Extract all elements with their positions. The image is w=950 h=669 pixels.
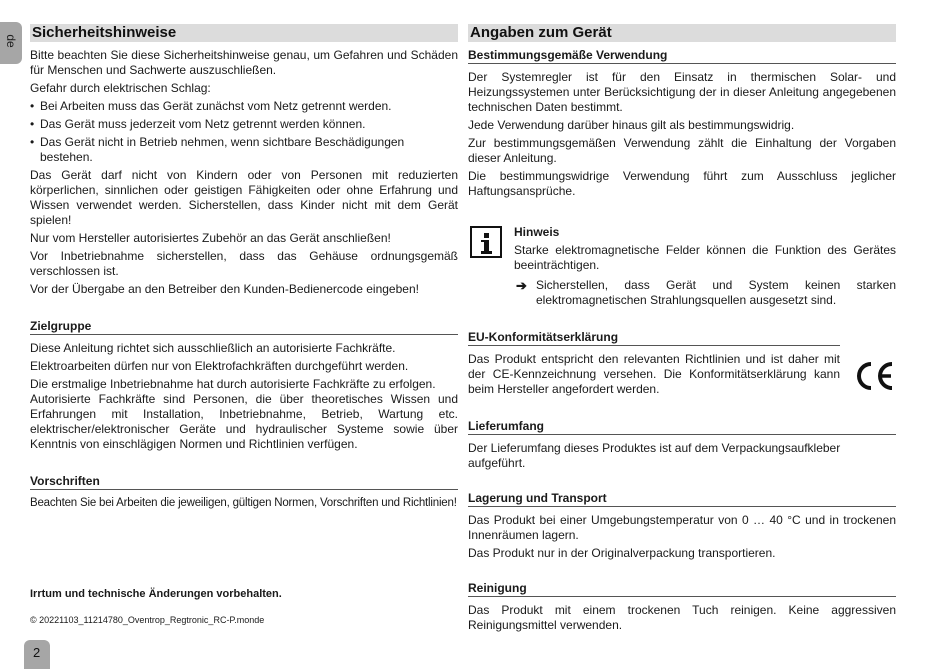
hinweis-box: [468, 225, 896, 308]
list-item: • Das Gerät muss jederzeit vom Netz getrennt werden können.: [30, 117, 458, 132]
safety-intro: Bitte beachten Sie diese Sicherheitshinweise genau, um Gefahren und Schäden für Menschen und Sachwerte auszuschließen.: [30, 48, 458, 77]
hinweis-text: Starke elektromagnetische Felder können die Funktion des Gerätes beeinträchtigen.: [514, 243, 896, 272]
subheading-lagerung: Lagerung und Transport: [468, 491, 896, 507]
subheading-vorschriften: Vorschriften: [30, 474, 458, 490]
safety-paragraph: Nur vom Hersteller autorisiertes Zubehör an das Gerät anschließen!: [30, 231, 391, 245]
safety-paragraph: Vor der Übergabe an den Betreiber den Kunden-Bedienercode eingeben!: [30, 282, 419, 296]
list-item: • Bei Arbeiten muss das Gerät zunächst vom Netz getrennt werden.: [30, 99, 458, 114]
reinigung-paragraph: Das Produkt mit einem trockenen Tuch reinigen. Keine aggressiven Reinigungsmittel verwenden.: [468, 603, 896, 632]
lagerung-paragraph: Das Produkt nur in der Originalverpackung transportieren.: [468, 546, 776, 560]
subheading-eu-konformitaet: EU-Konformitätserklärung: [468, 330, 840, 346]
lagerung-paragraph: Das Produkt bei einer Umgebungstemperatur von 0 … 40 °C und in trockenen Innenräumen lagern.: [468, 513, 896, 542]
section-title-sicherheitshinweise: Sicherheitshinweise: [30, 24, 458, 42]
disclaimer-note: Irrtum und technische Änderungen vorbehalten.: [30, 588, 282, 600]
hinweis-title: Hinweis: [514, 225, 560, 239]
language-tab-label: de: [4, 34, 18, 48]
hinweis-instruction-text: Sicherstellen, dass Gerät und System keinen starken elektromagnetischen Strahlungsquellen ausgesetzt sind.: [536, 278, 896, 307]
bestimmung-paragraph: Der Systemregler ist für den Einsatz in thermischen Solar- und Heizungssystemen unter Berücksichtigung der in dieser Anleitung angegebenen technischen Daten bestimmt.: [468, 70, 896, 114]
zielgruppe-paragraph: Diese Anleitung richtet sich ausschließlich an autorisierte Fachkräfte.: [30, 341, 396, 355]
zielgruppe-paragraph: Elektroarbeiten dürfen nur von Elektrofachkräften durchgeführt werden.: [30, 359, 409, 373]
safety-paragraph: Vor Inbetriebnahme sicherstellen, dass das Gehäuse ordnungsgemäß verschlossen ist.: [30, 249, 458, 278]
right-column: [468, 24, 896, 633]
arrow-right-icon: ➔: [516, 278, 527, 293]
bestimmung-paragraph: Die bestimmungswidrige Verwendung führt zum Ausschluss jeglicher Haftungsansprüche.: [468, 169, 896, 198]
subheading-zielgruppe: Zielgruppe: [30, 319, 458, 335]
bestimmung-paragraph: Jede Verwendung darüber hinaus gilt als bestimmungswidrig.: [468, 118, 795, 132]
page-number: 2: [33, 645, 41, 660]
subheading-bestimmung: Bestimmungsgemäße Verwendung: [468, 48, 896, 64]
page-number-tab: [24, 640, 50, 669]
left-column: [30, 24, 458, 511]
bestimmung-paragraph: Zur bestimmungsgemäßen Verwendung zählt die Einhaltung der Vorgaben dieser Anleitung.: [468, 136, 896, 165]
copyright-line: © 20221103_11214780_Oventrop_Regtronic_RC-P.monde: [30, 615, 265, 625]
ce-mark-icon: [854, 360, 896, 392]
vorschriften-paragraph: Beachten Sie bei Arbeiten die jeweiligen, gültigen Normen, Vorschriften und Richtlinien!: [30, 497, 457, 509]
lieferumfang-paragraph: Der Lieferumfang dieses Produktes ist auf dem Verpackungsaufkleber aufgeführt.: [468, 441, 841, 470]
info-icon: [470, 226, 502, 258]
subheading-lieferumfang: Lieferumfang: [468, 419, 896, 435]
list-item: • Das Gerät nicht in Betrieb nehmen, wenn sichtbare Beschädigungen bestehen.: [30, 135, 458, 165]
zielgruppe-paragraph: Autorisierte Fachkräfte sind Personen, die über theoretisches Wissen und Erfahrungen mit Installation, Inbetriebnahme, Betrieb, Wartung etc. elektrischer/elektronischer Geräte und hydraulischer Systeme sowie über Kenntnis von einschlägigen Normen und Richtlinien verfügen.: [30, 392, 458, 451]
hinweis-instruction: [514, 278, 896, 308]
subheading-reinigung: Reinigung: [468, 581, 896, 597]
language-tab: [0, 22, 22, 64]
zielgruppe-paragraph: Die erstmalige Inbetriebnahme hat durch autorisierte Fachkräfte zu erfolgen.: [30, 377, 436, 391]
eu-paragraph: Das Produkt entspricht den relevanten Richtlinien und ist daher mit der CE-Kennzeichnung versehen. Die Konformitätserklärung kann beim Hersteller angefordert werden.: [468, 352, 840, 396]
danger-list: [30, 99, 458, 165]
section-title-angaben: Angaben zum Gerät: [468, 24, 896, 42]
danger-heading: Gefahr durch elektrischen Schlag:: [30, 81, 211, 95]
safety-paragraph: Das Gerät darf nicht von Kindern oder von Personen mit reduzierten körperlichen, sinnlichen oder geistigen Fähigkeiten oder ohne Erfahrung und Wissen verwendet werden. Sicherstellen, dass Kinder nicht mit dem Gerät spielen!: [30, 168, 458, 227]
